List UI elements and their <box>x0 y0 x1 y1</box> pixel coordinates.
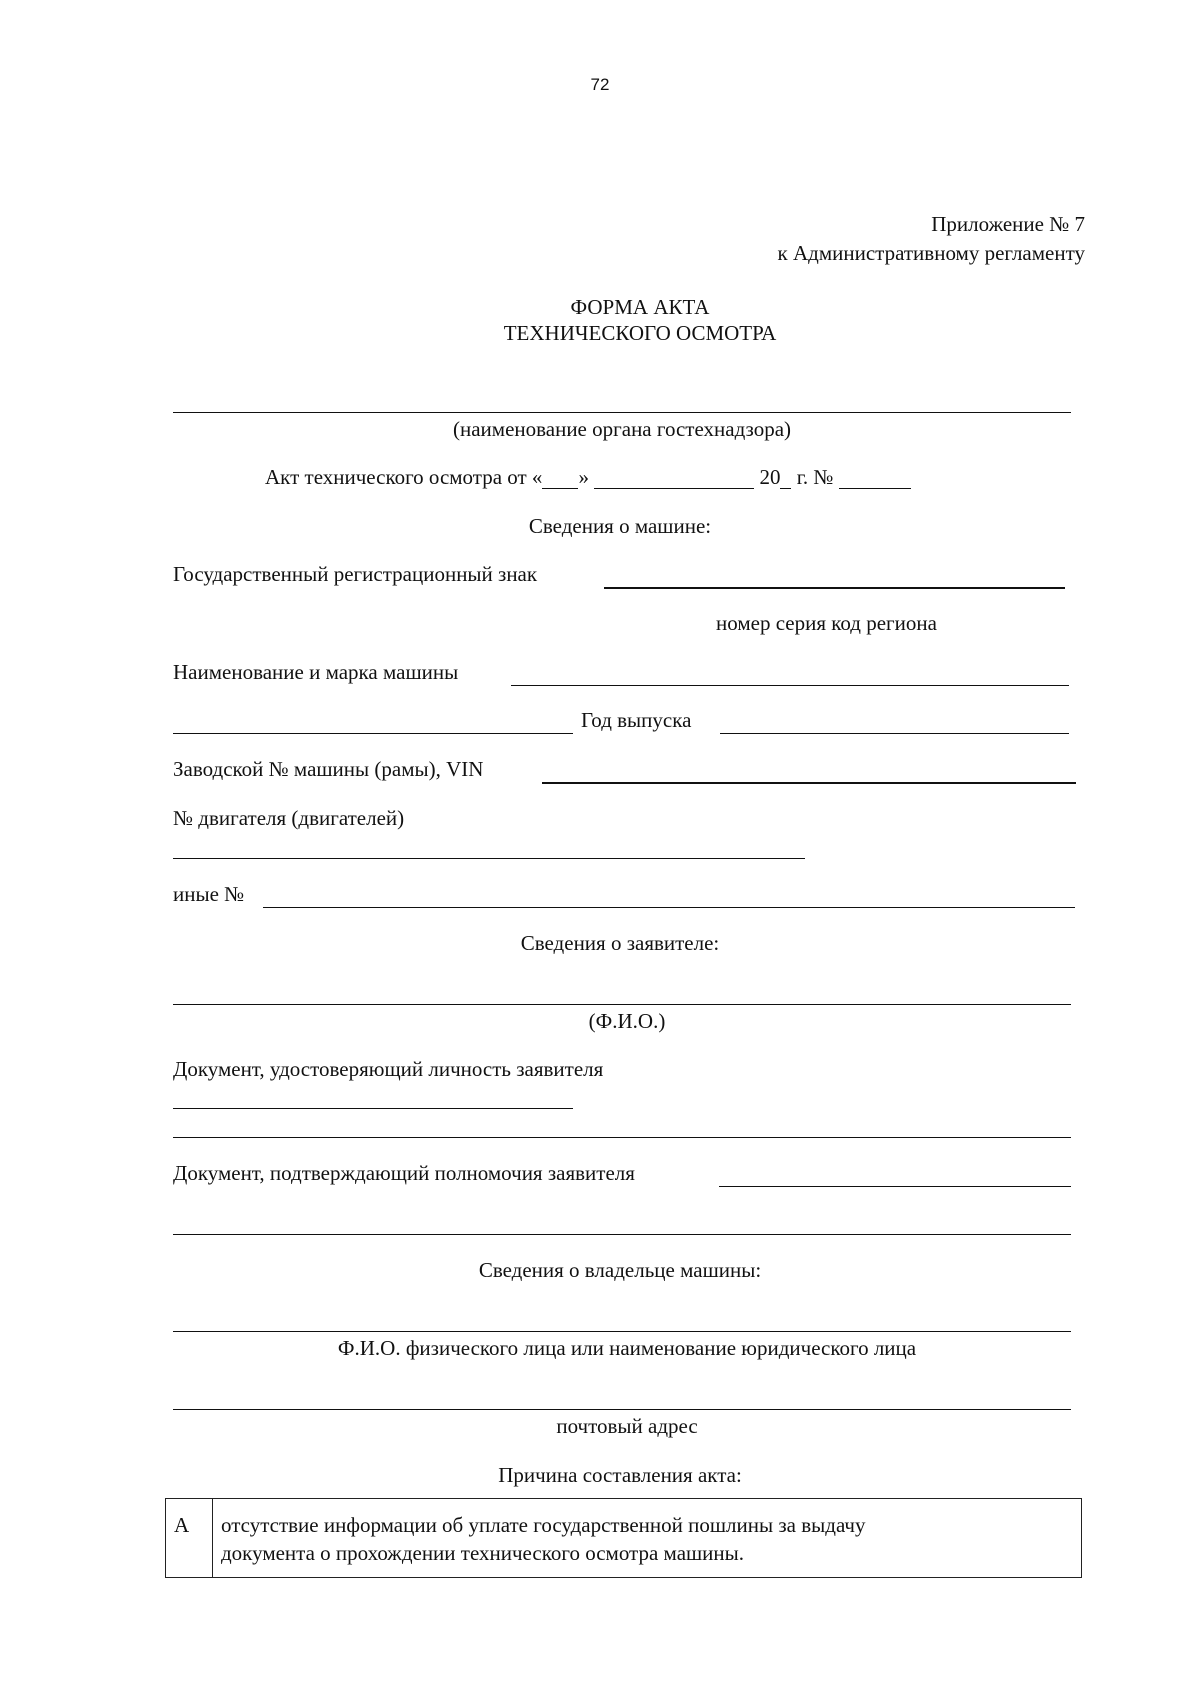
applicant-fio-caption: (Ф.И.О.) <box>588 1009 666 1033</box>
reg-sign-caption: номер серия код региона <box>716 611 937 635</box>
id-doc-label: Документ, удостоверяющий личность заявителя <box>173 1057 604 1081</box>
reason-row <box>166 1499 1082 1578</box>
authority-caption: (наименование органа гостехнадзора) <box>452 417 792 441</box>
act-prefix: Акт технического осмотра от « <box>265 465 543 489</box>
owner-name-caption: Ф.И.О. физического лица или наименование юридического лица <box>337 1336 917 1360</box>
owner-address-caption: почтовый адрес <box>556 1414 698 1438</box>
vin-label: Заводской № машины (рамы), VIN <box>173 757 484 781</box>
reason-text-line2: документа о прохождении технического осмотра машины. <box>221 1541 745 1565</box>
vin-field[interactable] <box>542 782 1076 784</box>
applicant-fio-field[interactable] <box>173 1004 1071 1005</box>
act-year-suffix: г. № <box>791 465 834 489</box>
owner-address-field[interactable] <box>173 1409 1071 1410</box>
authority-doc-label: Документ, подтверждающий полномочия заявителя <box>173 1161 635 1185</box>
reg-sign-field[interactable] <box>604 587 1065 589</box>
reason-code: А <box>166 1499 213 1578</box>
id-doc-field[interactable] <box>173 1108 573 1109</box>
reason-text <box>213 1499 1082 1578</box>
other-numbers-label: иные № <box>173 882 245 906</box>
reason-text-line1: отсутствие информации об уплате государственной пошлины за выдачу <box>221 1513 866 1537</box>
act-month-field[interactable] <box>594 467 754 489</box>
machine-name-field[interactable] <box>511 685 1069 686</box>
form-title-line2: ТЕХНИЧЕСКОГО ОСМОТРА <box>503 321 777 345</box>
form-title-line1: ФОРМА АКТА <box>570 295 710 319</box>
authority-doc-field-cont[interactable] <box>173 1234 1071 1235</box>
authority-doc-field[interactable] <box>719 1186 1071 1187</box>
act-day-field[interactable] <box>542 467 578 489</box>
act-year-field[interactable] <box>780 467 791 489</box>
owner-name-field[interactable] <box>173 1331 1071 1332</box>
page-number: 72 <box>590 75 610 94</box>
reason-heading: Причина составления акта: <box>498 1463 742 1487</box>
other-numbers-field[interactable] <box>263 907 1075 908</box>
authority-name-field[interactable] <box>173 412 1071 413</box>
act-quote-close: » <box>578 465 589 489</box>
engine-label: № двигателя (двигателей) <box>173 806 405 830</box>
reason-table <box>165 1498 1082 1578</box>
act-line <box>265 467 911 489</box>
machine-heading: Сведения о машине: <box>528 514 712 538</box>
machine-name-label: Наименование и марка машины <box>173 660 459 684</box>
machine-name-field-cont[interactable] <box>173 733 573 734</box>
id-doc-field-cont[interactable] <box>173 1137 1071 1138</box>
applicant-heading: Сведения о заявителе: <box>520 931 720 955</box>
appendix-number: Приложение № 7 <box>931 212 1085 236</box>
act-year-prefix: 20 <box>759 465 781 489</box>
owner-heading: Сведения о владельце машины: <box>478 1258 762 1282</box>
year-field[interactable] <box>720 733 1069 734</box>
reg-sign-label: Государственный регистрационный знак <box>173 562 538 586</box>
engine-field[interactable] <box>173 858 805 859</box>
act-number-field[interactable] <box>839 467 911 489</box>
appendix-regulation: к Административному регламенту <box>777 241 1085 265</box>
year-label: Год выпуска <box>581 708 692 732</box>
